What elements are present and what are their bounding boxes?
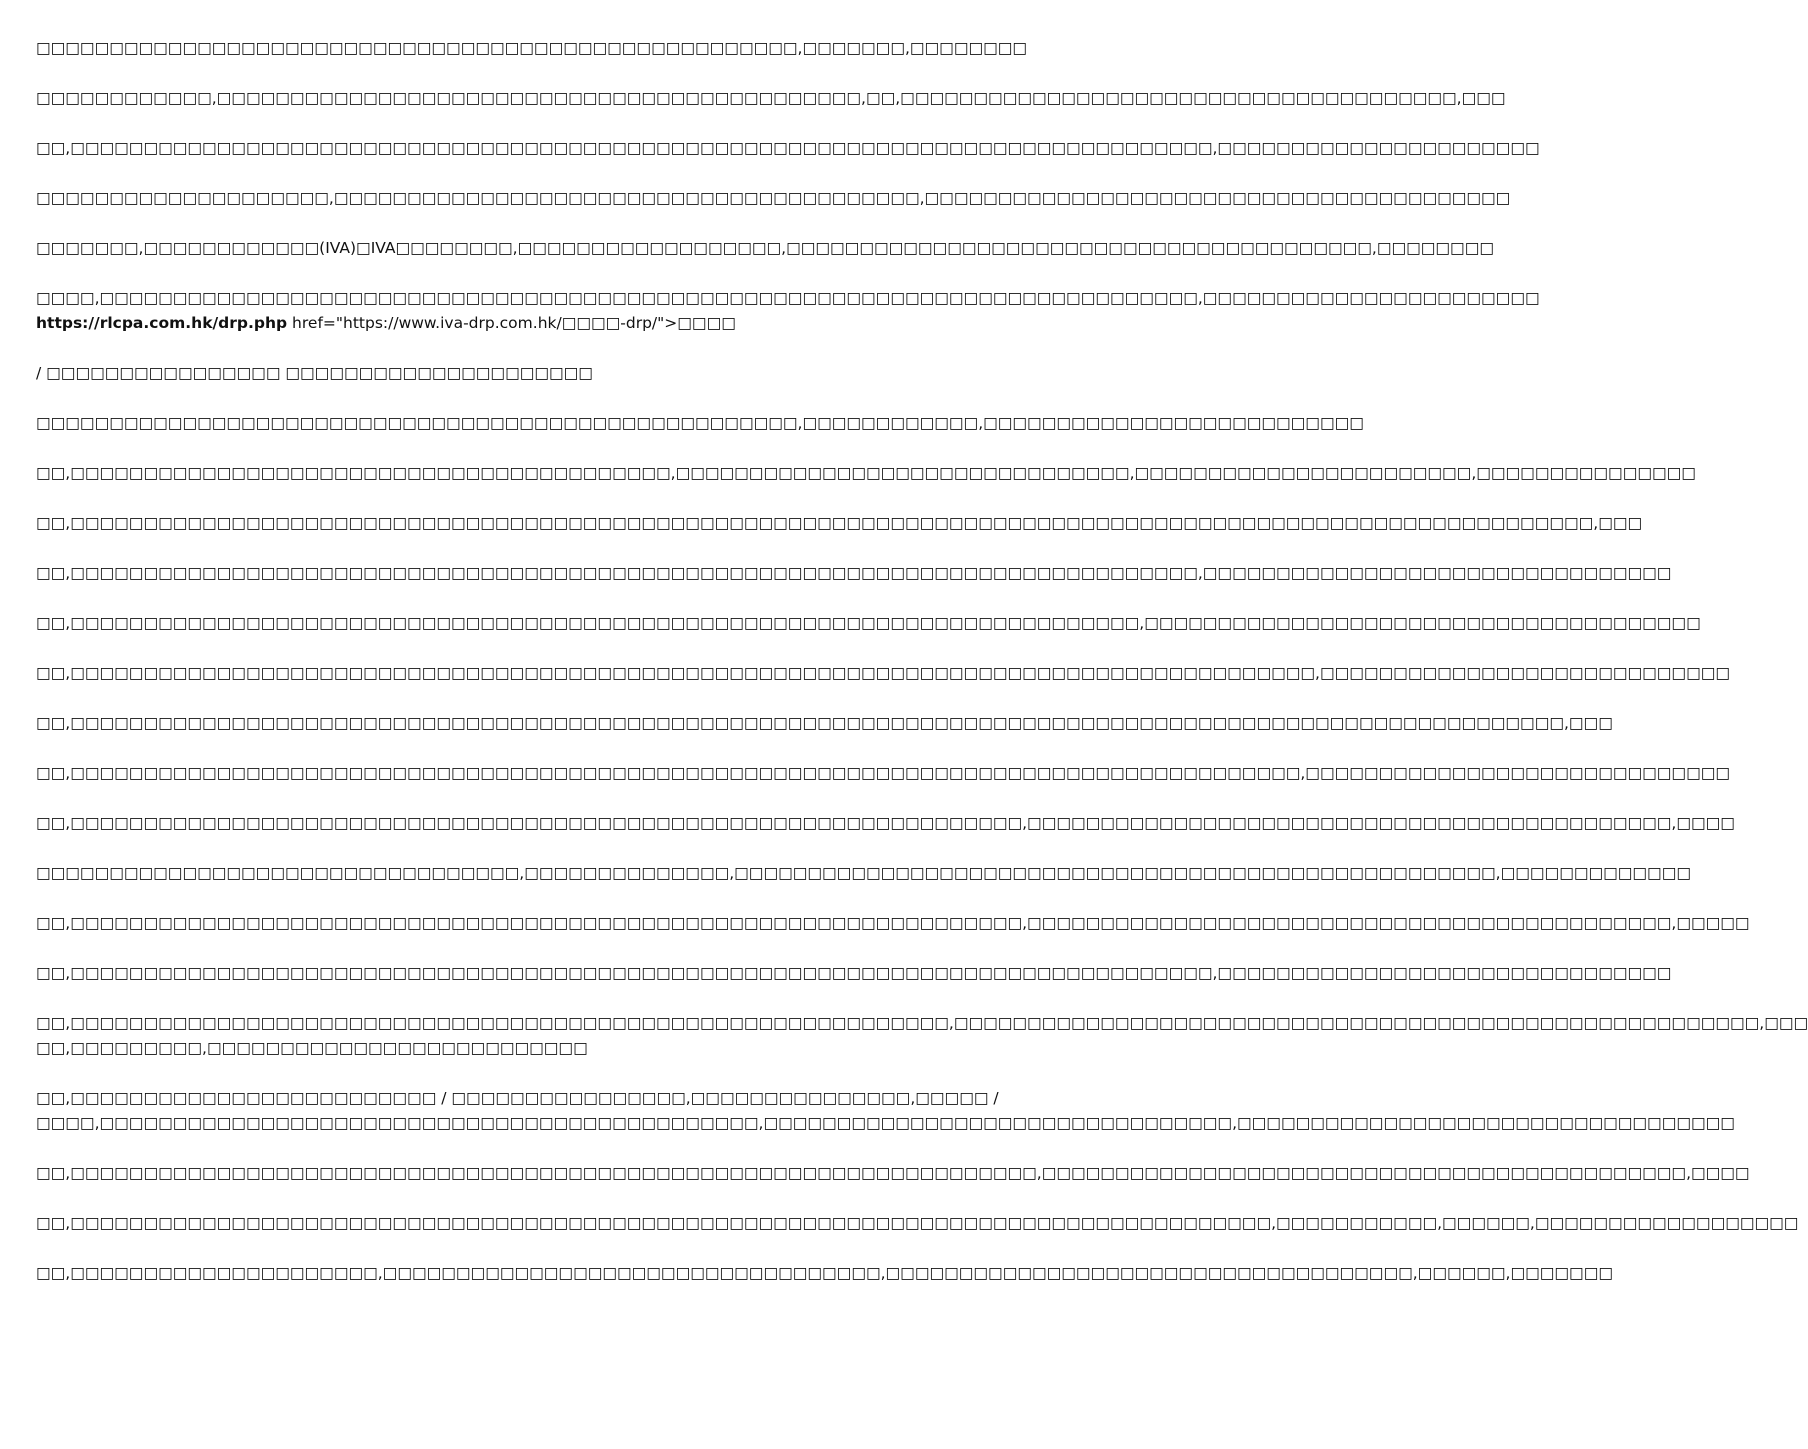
paragraph: □□,□□□□□□□□□□□□□□□□□□□□□□□□□□□□□□□□□□□□□□□□□□□□□□□□□□□□□□□□□□□□□□□□□□□□□□□□□,□□□□□□□□□□□□□□□□□□□□□□□□□□□□□□□□□□□□□□ <box>36 614 1701 632</box>
heading-line: / □□□□□□□□□□□□□□□□ □□□□□□□□□□□□□□□□□□□□□ <box>36 364 593 382</box>
paragraph: □□,□□□□□□□□□□□□□□□□□□□□□□□□□□□□□□□□□□□□□□□□□□□□□□□□□□□□□□□□□□□□□□□□□,□□□□□□□□□□□□□□□□□□□□□□□□□□□□□□□□□□□□□□□□□□□□,□□□□□ <box>36 914 1750 932</box>
paragraph: □□□□□□□□□□□□□□□□□□□□,□□□□□□□□□□□□□□□□□□□□□□□□□□□□□□□□□□□□□□□□,□□□□□□□□□□□□□□□□□□□□□□□□□□□□□□□□□□□□□□□□ <box>36 189 1511 207</box>
rlcpa-link[interactable]: https://rlcpa.com.hk/drp.php <box>36 314 288 332</box>
paragraph: □□□□□□□□□□□□□□□□□□□□□□□□□□□□□□□□□,□□□□□□□□□□□□□□,□□□□□□□□□□□□□□□□□□□□□□□□□□□□□□□□□□□□□□□□□□□□□□□□□□□□,□□□□□□□□□□□□□ <box>36 864 1691 882</box>
paragraph: □□,□□□□□□□□□□□□□□□□□□□□□,□□□□□□□□□□□□□□□□□□□□□□□□□□□□□□□□□□,□□□□□□□□□□□□□□□□□□□□□□□□□□□□□□□□□□□□,□□□□□□,□□□□□□□ <box>36 1264 1613 1282</box>
link-paragraph-text: □□□□,□□□□□□□□□□□□□□□□□□□□□□□□□□□□□□□□□□□□□□□□□□□□□□□□□□□□□□□□□□□□□□□□□□□□□□□□□□□,□□□□□□□□□□□□□□□□□□□□□□□ <box>36 289 1540 307</box>
paragraph: □□,□□□□□□□□□□□□□□□□□□□□□□□□□□□□□□□□□□□□□□□□□□□□□□□□□□□□□□□□□□□□□□□□□□□□□□□□□□□□□□,□□□□□□□□□□□□□□□□□□□□□□ <box>36 139 1540 157</box>
paragraph-line: □□,□□□□□□□□□,□□□□□□□□□□□□□□□□□□□□□□□□□□ <box>36 1039 588 1057</box>
paragraph: □□□□□□□□□□□□,□□□□□□□□□□□□□□□□□□□□□□□□□□□□□□□□□□□□□□□□□□□□,□□,□□□□□□□□□□□□□□□□□□□□□□□□□□□□□□□□□□□□□□,□□□ <box>36 89 1506 107</box>
paragraph-line: □□,□□□□□□□□□□□□□□□□□□□□□□□□□□□□□□□□□□□□□□□□□□□□□□□□□□□□□□□□□□□□,□□□□□□□□□□□□□□□□□□□□□□□□□□□□□□□□□□□□□□□□□□□□□□□□□□□□□□□,□□□ <box>36 1014 1808 1032</box>
paragraph: □□,□□□□□□□□□□□□□□□□□□□□□□□□□□□□□□□□□□□□□□□□□□□□□□□□□□□□□□□□□□□□□□□□□□□□□□□□□□□□□□□□□□,□□□□□□□□□□□,□□□□□□,□□□□□□□□□□□□□□□□□□ <box>36 1214 1799 1232</box>
paragraph: □□□□□□□□□□□□□□□□□□□□□□□□□□□□□□□□□□□□□□□□□□□□□□□□□□□□,□□□□□□□,□□□□□□□□ <box>36 39 1028 57</box>
paragraph: □□□□□□□□□□□□□□□□□□□□□□□□□□□□□□□□□□□□□□□□□□□□□□□□□□□□,□□□□□□□□□□□□,□□□□□□□□□□□□□□□□□□□□□□□□□□ <box>36 414 1364 432</box>
two-line-paragraph <box>36 1011 1808 1061</box>
paragraph: □□,□□□□□□□□□□□□□□□□□□□□□□□□□□□□□□□□□□□□□□□□□□□□□□□□□□□□□□□□□□□□□□□□□,□□□□□□□□□□□□□□□□□□□□□□□□□□□□□□□□□□□□□□□□□□□□,□□□□ <box>36 814 1735 832</box>
paragraph: □□,□□□□□□□□□□□□□□□□□□□□□□□□□□□□□□□□□□□□□□□□□□□□□□□□□□□□□□□□□□□□□□□□□□,□□□□□□□□□□□□□□□□□□□□□□□□□□□□□□□□□□□□□□□□□□□□,□□□□ <box>36 1164 1750 1182</box>
paragraph: □□,□□□□□□□□□□□□□□□□□□□□□□□□□□□□□□□□□□□□□□□□□□□□□□□□□□□□□□□□□□□□□□□□□□□□□□□□□□□□□□□□□□□□□,□□□□□□□□□□□□□□□□□□□□□□□□□□□□ <box>36 664 1731 682</box>
document-page <box>36 36 1808 1311</box>
paragraph: □□,□□□□□□□□□□□□□□□□□□□□□□□□□□□□□□□□□□□□□□□□□□□□□□□□□□□□□□□□□□□□□□□□□□□□□□□□□□□□□□□□□□□□,□□□□□□□□□□□□□□□□□□□□□□□□□□□□□ <box>36 764 1731 782</box>
paragraph: □□□□□□□,□□□□□□□□□□□□(IVA)□IVA□□□□□□□□,□□□□□□□□□□□□□□□□□□,□□□□□□□□□□□□□□□□□□□□□□□□□□□□□□□□□□□□□□□□,□□□□□□□□ <box>36 239 1494 257</box>
link-trailing-text: href="https://www.iva-drp.com.hk/□□□□-drp/">□□□□ <box>287 314 736 332</box>
two-line-paragraph <box>36 1086 1735 1136</box>
paragraph: □□,□□□□□□□□□□□□□□□□□□□□□□□□□□□□□□□□□□□□□□□□□□□□□□□□□□□□□□□□□□□□□□□□□□□□□□□□□□□□□,□□□□□□□□□□□□□□□□□□□□□□□□□□□□□□□□ <box>36 564 1672 582</box>
paragraph-line: □□□□,□□□□□□□□□□□□□□□□□□□□□□□□□□□□□□□□□□□□□□□□□□□□□,□□□□□□□□□□□□□□□□□□□□□□□□□□□□□□□□,□□□□□□□□□□□□□□□□□□□□□□□□□□□□□□□□□□ <box>36 1114 1735 1132</box>
paragraph: □□,□□□□□□□□□□□□□□□□□□□□□□□□□□□□□□□□□□□□□□□□□□□□□□□□□□□□□□□□□□□□□□□□□□□□□□□□□□□□□□□□□□□□□□□□□□□□□□□□□□□□□□□□,□□□ <box>36 514 1643 532</box>
paragraph: □□,□□□□□□□□□□□□□□□□□□□□□□□□□□□□□□□□□□□□□□□□□□□□□□□□□□□□□□□□□□□□□□□□□□□□□□□□□□□□□□,□□□□□□□□□□□□□□□□□□□□□□□□□□□□□□□ <box>36 964 1672 982</box>
paragraph-line: □□,□□□□□□□□□□□□□□□□□□□□□□□□□ / □□□□□□□□□□□□□□□□,□□□□□□□□□□□□□□□,□□□□□ / <box>36 1089 999 1107</box>
paragraph: □□,□□□□□□□□□□□□□□□□□□□□□□□□□□□□□□□□□□□□□□□□□,□□□□□□□□□□□□□□□□□□□□□□□□□□□□□□□,□□□□□□□□□□□□□□□□□□□□□□□,□□□□□□□□□□□□□□□ <box>36 464 1696 482</box>
link-line <box>36 311 990 336</box>
link-paragraph <box>36 286 1540 336</box>
paragraph: □□,□□□□□□□□□□□□□□□□□□□□□□□□□□□□□□□□□□□□□□□□□□□□□□□□□□□□□□□□□□□□□□□□□□□□□□□□□□□□□□□□□□□□□□□□□□□□□□□□□□□□□□,□□□ <box>36 714 1613 732</box>
